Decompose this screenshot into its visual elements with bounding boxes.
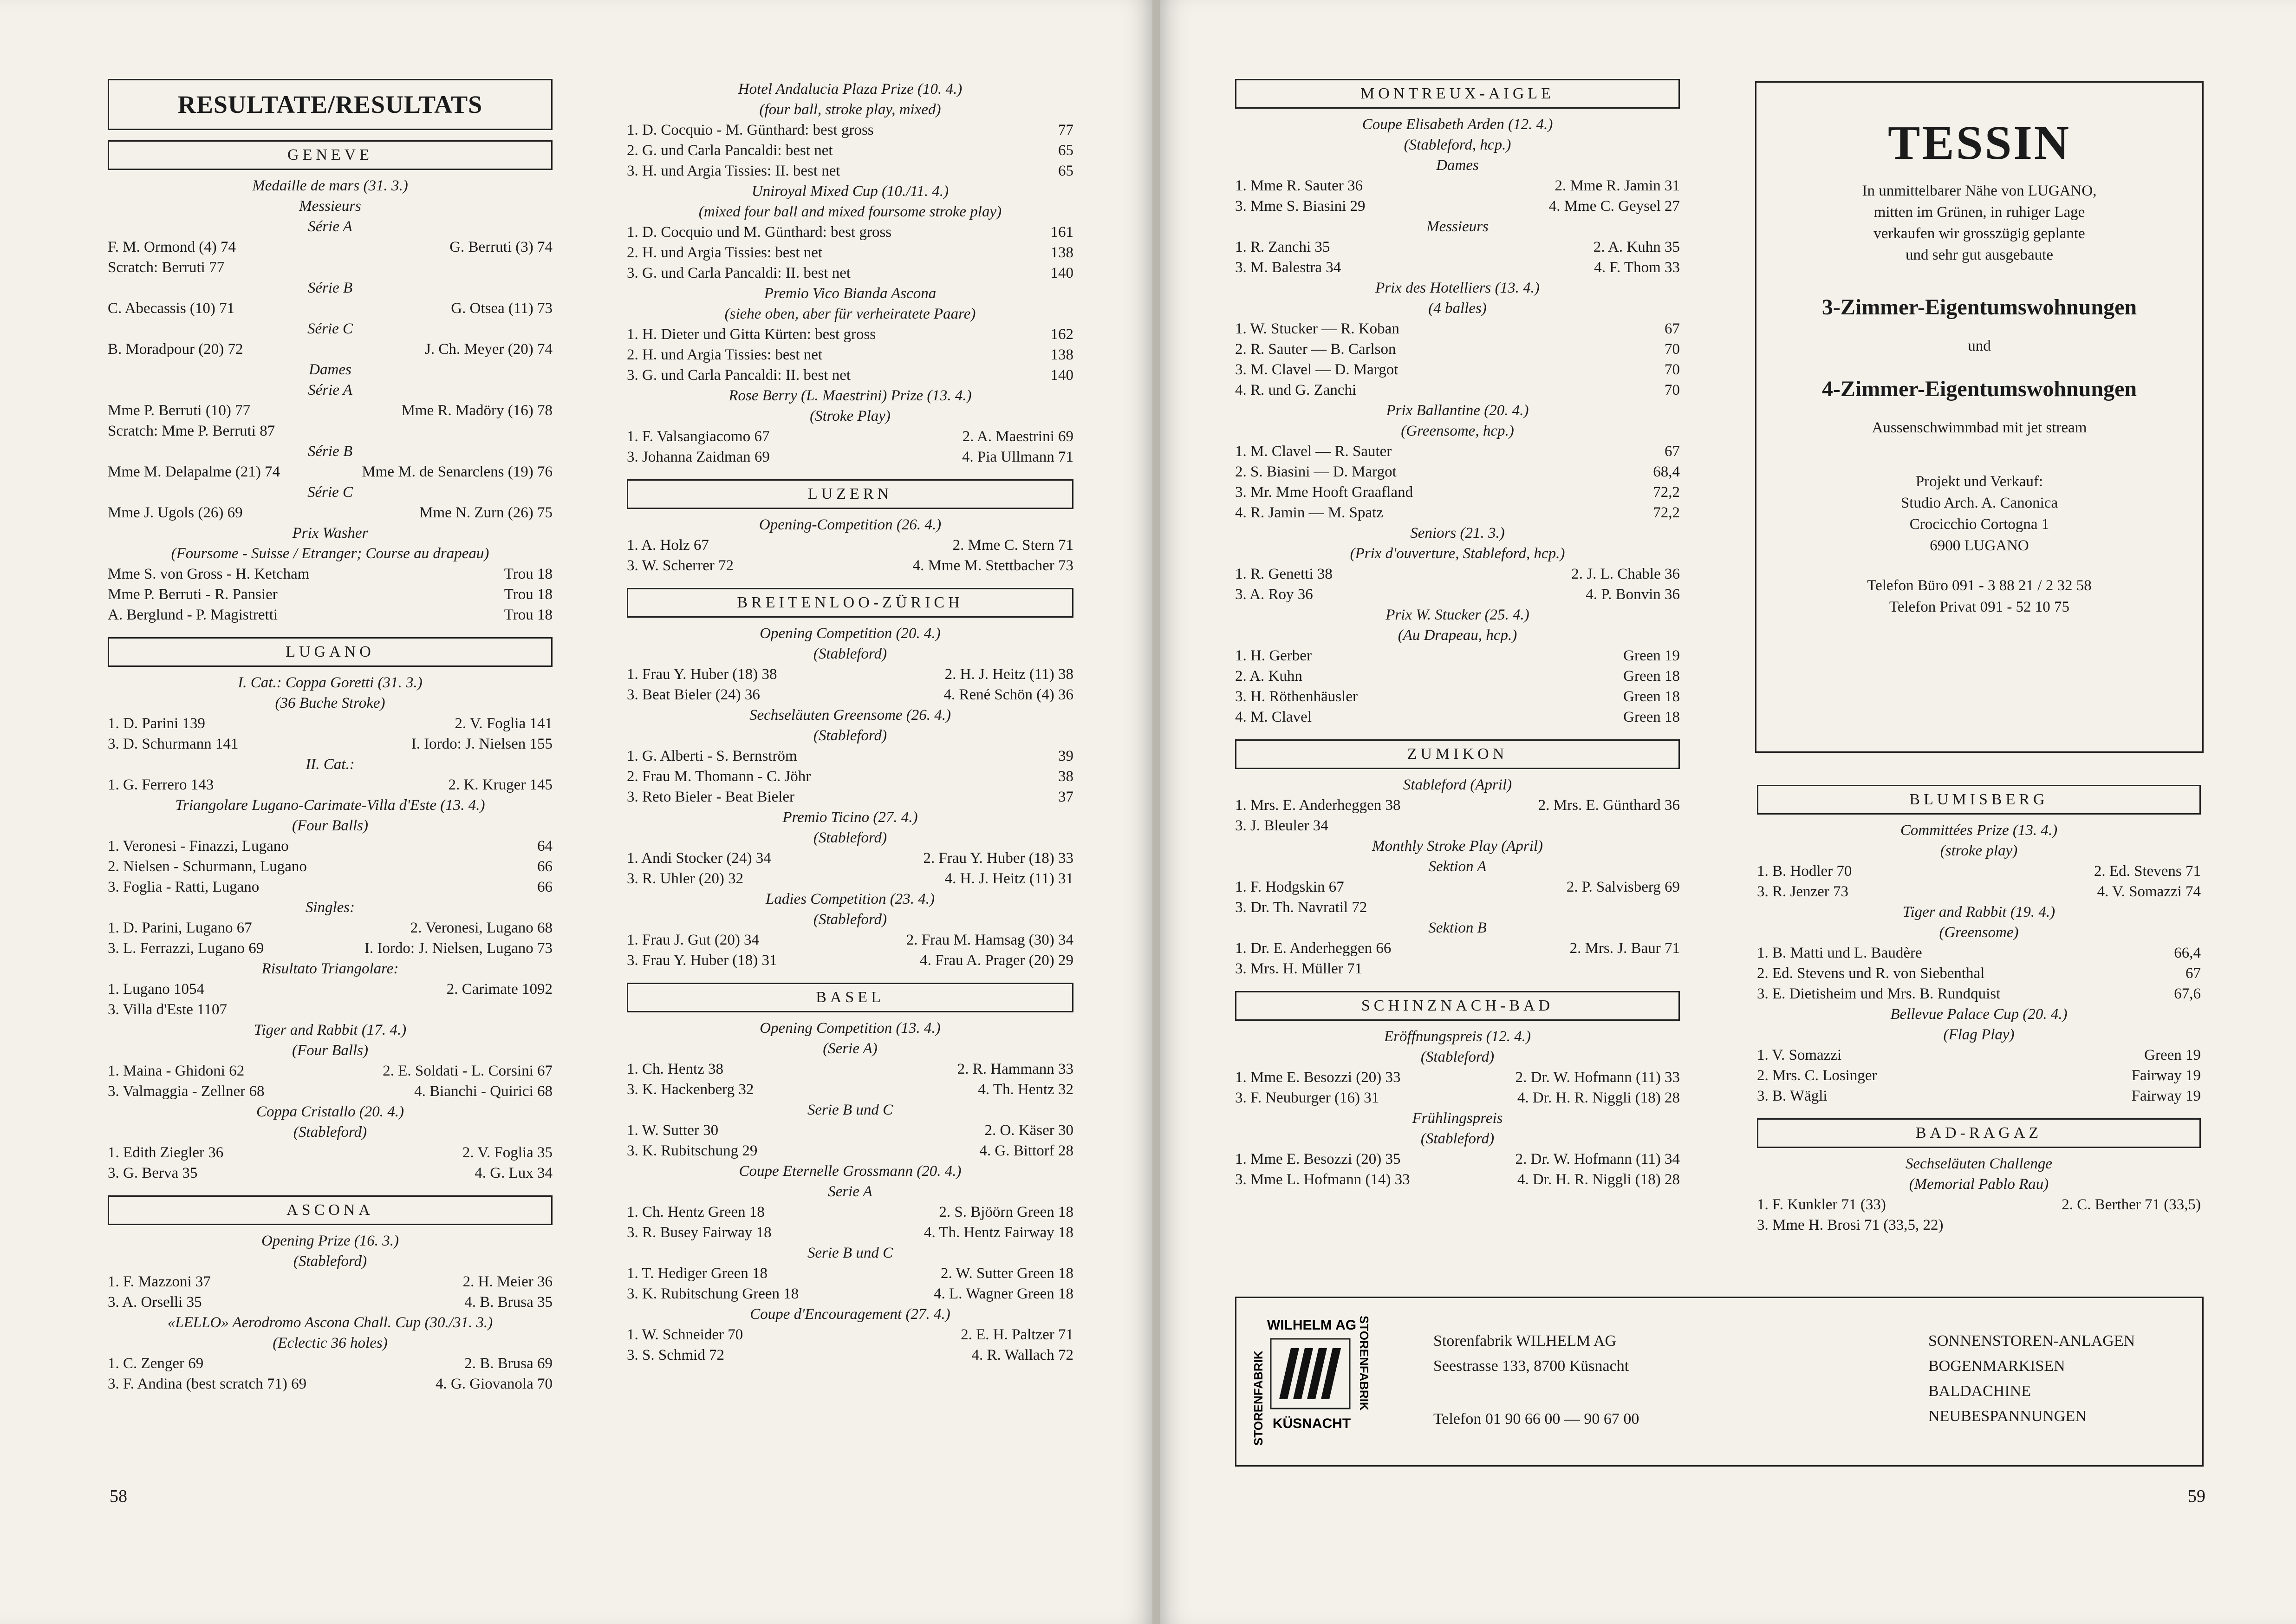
competition-title: Premio Ticino (27. 4.) [782, 809, 918, 826]
result-row: 1. D. Parini, Lugano 67 2. Veronesi, Lugano 68 [108, 920, 553, 936]
competition-subtitle: (4 balles) [1428, 300, 1487, 317]
result-row: 1. Mme E. Besozzi (20) 35 2. Dr. W. Hofmann (11) 34 [1235, 1151, 1680, 1167]
result-row: 3. K. Rubitschung 29 4. G. Bittorf 28 [627, 1142, 1073, 1159]
logo-text-left: STORENFABRIK [1251, 1350, 1265, 1446]
result-row: 1. R. Zanchi 35 2. A. Kuhn 35 [1235, 239, 1680, 255]
result-row: F. M. Ormond (4) 74 G. Berruti (3) 74 [108, 239, 553, 255]
result-row: 3. G. und Carla Pancaldi: II. best net 140 [627, 265, 1073, 281]
result-row: 2. Frau M. Thomann - C. Jöhr 38 [627, 768, 1073, 785]
section-header-blumisberg: BLUMISBERG [1757, 785, 2201, 815]
ad-text: und sehr gut ausgebaute [1906, 247, 2053, 263]
result-row: Mme P. Berruti - R. Pansier Trou 18 [108, 586, 553, 603]
result-row: 3. F. Andina (best scratch 71) 69 4. G. Giovanola 70 [108, 1376, 553, 1392]
result-row: 3. Mr. Mme Hooft Graafland 72,2 [1235, 484, 1680, 501]
result-row: 3. A. Roy 36 4. P. Bonvin 36 [1235, 586, 1680, 603]
page-number: 59 [2188, 1487, 2205, 1506]
result-row: 2. A. Kuhn Green 18 [1235, 668, 1680, 685]
section-header-ascona: ASCONA [108, 1195, 553, 1225]
result-row: 1. Andi Stocker (24) 34 2. Frau Y. Huber (18) 33 [627, 850, 1073, 867]
result-row: 1. F. Valsangiacomo 67 2. A. Maestrini 69 [627, 428, 1073, 445]
competition-title: Stableford (April) [1403, 776, 1512, 793]
result-row: 4. R. Jamin — M. Spatz 72,2 [1235, 504, 1680, 521]
result-row: 3. A. Orselli 35 4. B. Brusa 35 [108, 1294, 553, 1311]
result-row: 2. H. und Argia Tissies: best net 138 [627, 244, 1073, 261]
result-row: 3. G. und Carla Pancaldi: II. best net 140 [627, 367, 1073, 384]
result-row: A. Berglund - P. Magistretti Trou 18 [108, 607, 553, 623]
competition-title: Prix des Hotelliers (13. 4.) [1375, 280, 1540, 296]
section-header-schinznach: SCHINZNACH-BAD [1235, 991, 1680, 1021]
competition-title: Rose Berry (L. Maestrini) Prize (13. 4.) [728, 387, 972, 404]
result-row: Scratch: Mme P. Berruti 87 [108, 423, 275, 439]
ad-text: und [1968, 338, 1991, 354]
section-header-luzern: LUZERN [627, 479, 1073, 509]
competition-subtitle: (Stableford) [1420, 1049, 1495, 1065]
section-header-lugano: LUGANO [108, 637, 553, 667]
competition-subtitle: (mixed four ball and mixed foursome stroke play) [698, 203, 1002, 220]
ad-title: TESSIN [1888, 116, 2071, 170]
result-row: 3. G. Berva 35 4. G. Lux 34 [108, 1165, 553, 1181]
series-label: Sektion A [1428, 858, 1487, 875]
result-row: 3. K. Hackenberg 32 4. Th. Hentz 32 [627, 1081, 1073, 1098]
competition-subtitle: (four ball, stroke play, mixed) [759, 101, 941, 118]
ad-text: verkaufen wir grosszügig geplante [1873, 225, 2085, 242]
competition-title: Coppa Cristallo (20. 4.) [256, 1103, 404, 1120]
result-row: 1. H. Dieter und Gitta Kürten: best gross 162 [627, 326, 1073, 343]
result-row: 3. Mrs. H. Müller 71 [1235, 960, 1363, 977]
result-row: 3. R. Uhler (20) 32 4. H. J. Heitz (11) 31 [627, 870, 1073, 887]
competition-title: Opening Competition (13. 4.) [760, 1020, 941, 1037]
competition-title: Bellevue Palace Cup (20. 4.) [1890, 1006, 2068, 1023]
ad-phone: Telefon Büro 091 - 3 88 21 / 2 32 58 [1867, 577, 2092, 594]
result-row: Mme P. Berruti (10) 77 Mme R. Madöry (16) 78 [108, 402, 553, 419]
competition-title: I. Cat.: Coppa Goretti (31. 3.) [238, 674, 423, 691]
category-label: II. Cat.: [306, 756, 355, 773]
category-label: Risultato Triangolare: [261, 960, 399, 977]
result-row: 3. Mme H. Brosi 71 (33,5, 22) [1757, 1217, 1944, 1233]
competition-title: Opening Prize (16. 3.) [261, 1233, 399, 1249]
result-row: 3. Valmaggia - Zellner 68 4. Bianchi - Quirici 68 [108, 1083, 553, 1100]
competition-title: Seniors (21. 3.) [1410, 525, 1505, 541]
ad-phone: Telefon Privat 091 - 52 10 75 [1889, 599, 2070, 615]
result-row: Mme J. Ugols (26) 69 Mme N. Zurn (26) 75 [108, 504, 553, 521]
competition-title: Tiger and Rabbit (19. 4.) [1902, 904, 2055, 920]
result-row: 1. Dr. E. Anderheggen 66 2. Mrs. J. Baur 71 [1235, 940, 1680, 957]
logo-text-top: WILHELM AG [1267, 1317, 1357, 1333]
storen-products [1928, 1329, 2135, 1429]
result-row: 1. Ch. Hentz Green 18 2. S. Bjöörn Green 18 [627, 1204, 1073, 1220]
competition-subtitle: (Stableford, hcp.) [1404, 137, 1511, 153]
competition-subtitle: (Stableford) [813, 911, 887, 928]
result-row: 1. W. Stucker — R. Koban 67 [1235, 320, 1680, 337]
result-row: 3. Reto Bieler - Beat Bieler 37 [627, 789, 1073, 805]
competition-subtitle: (Four Balls) [292, 817, 369, 834]
competition-title: Coupe Eternelle Grossmann (20. 4.) [739, 1163, 962, 1180]
ad-headline: 4-Zimmer-Eigentumswohnungen [1821, 377, 2137, 401]
series-label: Série B [307, 280, 353, 296]
result-row: 3. W. Scherrer 72 4. Mme M. Stettbacher 73 [627, 557, 1073, 574]
result-row: 1. F. Mazzoni 37 2. H. Meier 36 [108, 1273, 553, 1290]
result-row: 1. B. Hodler 70 2. Ed. Stevens 71 [1757, 863, 2201, 880]
result-row: 1. Frau J. Gut (20) 34 2. Frau M. Hamsag (30) 34 [627, 932, 1073, 948]
section-header-geneve: GENEVE [108, 140, 553, 170]
series-label: Sektion B [1428, 920, 1487, 936]
logo-text-bottom: KÜSNACHT [1272, 1416, 1351, 1431]
section-header-zumikon: ZUMIKON [1235, 739, 1680, 769]
result-row: 3. Villa d'Este 1107 [108, 1001, 227, 1018]
competition-title: Ladies Competition (23. 4.) [766, 891, 935, 907]
result-row: 1. G. Ferrero 143 2. K. Kruger 145 [108, 776, 553, 793]
category-label: Singles: [305, 899, 355, 916]
result-row: 1. Lugano 1054 2. Carimate 1092 [108, 981, 553, 998]
result-row: 1. W. Sutter 30 2. O. Käser 30 [627, 1122, 1073, 1139]
result-row: 4. M. Clavel Green 18 [1235, 709, 1680, 725]
competition-subtitle: (Four Balls) [292, 1042, 369, 1059]
result-row: 1. Maina - Ghidoni 62 2. E. Soldati - L. Corsini 67 [108, 1063, 553, 1079]
competition-subtitle: (Stroke Play) [810, 408, 891, 424]
result-row: 2. G. und Carla Pancaldi: best net 65 [627, 142, 1073, 159]
ad-text: mitten im Grünen, in ruhiger Lage [1873, 204, 2085, 221]
series-label: Série A [308, 218, 352, 235]
competition-subtitle: (Memorial Pablo Rau) [1909, 1176, 2049, 1193]
series-label: Série A [308, 382, 352, 398]
company-address: Seestrasse 133, 8700 Küsnacht [1433, 1357, 1629, 1375]
left-column-2 [627, 79, 1073, 1365]
book-gutter [1152, 0, 1160, 1624]
product-item: NEUBESPANNUNGEN [1928, 1408, 2087, 1425]
competition-title: Prix W. Stucker (25. 4.) [1385, 607, 1529, 623]
result-row: 2. Ed. Stevens und R. von Siebenthal 67 [1757, 965, 2201, 982]
competition-title: Coupe d'Encouragement (27. 4.) [750, 1306, 950, 1323]
result-row: 3. R. Busey Fairway 18 4. Th. Hentz Fairway 18 [627, 1224, 1073, 1241]
result-row: 1. Edith Ziegler 36 2. V. Foglia 35 [108, 1144, 553, 1161]
section-header-basel: BASEL [627, 983, 1073, 1012]
competition-subtitle: (Greensome) [1939, 924, 2019, 941]
storenfabrik-advertisement [1235, 1297, 2204, 1467]
result-row: 3. S. Schmid 72 4. R. Wallach 72 [627, 1347, 1073, 1363]
result-row: 2. Nielsen - Schurmann, Lugano 66 [108, 858, 553, 875]
result-row: 3. R. Jenzer 73 4. V. Somazzi 74 [1757, 883, 2201, 900]
result-row: 3. Foglia - Ratti, Lugano 66 [108, 879, 553, 895]
competition-subtitle: (Stableford) [813, 829, 887, 846]
product-item: BALDACHINE [1928, 1383, 2031, 1400]
competition-title: Medaille de mars (31. 3.) [252, 177, 408, 194]
competition-title: Frühlingspreis [1412, 1110, 1503, 1127]
result-row: 3. F. Neuburger (16) 31 4. Dr. H. R. Niggli (18) 28 [1235, 1089, 1680, 1106]
result-row: 3. M. Clavel — D. Margot 70 [1235, 361, 1680, 378]
logo-graphic [1247, 1306, 1377, 1455]
competition-subtitle: (siehe oben, aber für verheiratete Paare) [724, 306, 976, 322]
right-page [1160, 0, 2296, 1624]
product-item: BOGENMARKISEN [1928, 1357, 2065, 1375]
result-row: 2. S. Biasini — D. Margot 68,4 [1235, 463, 1680, 480]
result-row: 1. G. Alberti - S. Bernström 39 [627, 748, 1073, 764]
competition-subtitle: (Eclectic 36 holes) [273, 1335, 388, 1351]
page-title: RESULTATE/RESULTATS [108, 79, 553, 130]
competition-title: Prix Ballantine (20. 4.) [1386, 402, 1529, 419]
competition-title: Sechseläuten Greensome (26. 4.) [749, 707, 951, 724]
result-row: 3. E. Dietisheim und Mrs. B. Rundquist 67,6 [1757, 985, 2201, 1002]
result-row: 1. R. Genetti 38 2. J. L. Chable 36 [1235, 566, 1680, 582]
result-row: 1. Frau Y. Huber (18) 38 2. H. J. Heitz (11) 38 [627, 666, 1073, 683]
result-row: 2. Mrs. C. Losinger Fairway 19 [1757, 1067, 2201, 1084]
ad-text: Studio Arch. A. Canonica [1900, 495, 2058, 511]
competition-subtitle: (Serie A) [823, 1040, 878, 1057]
series-label: Série C [307, 484, 353, 501]
result-row: 3. B. Wägli Fairway 19 [1757, 1088, 2201, 1104]
result-row: 1. T. Hediger Green 18 2. W. Sutter Green 18 [627, 1265, 1073, 1282]
result-row: 1. D. Cocquio - M. Günthard: best gross 77 [627, 122, 1073, 138]
competition-title: Committées Prize (13. 4.) [1900, 822, 2058, 839]
ad-text: In unmittelbarer Nähe von LUGANO, [1862, 183, 2097, 199]
result-row: 1. Mme E. Besozzi (20) 33 2. Dr. W. Hofmann (11) 33 [1235, 1069, 1680, 1086]
competition-title: Monthly Stroke Play (April) [1372, 838, 1543, 854]
category-label: Dames [309, 361, 351, 378]
result-row: 3. K. Rubitschung Green 18 4. L. Wagner Green 18 [627, 1285, 1073, 1302]
result-row: 3. D. Schurmann 141 I. Iordo: J. Nielsen 155 [108, 736, 553, 752]
result-row: 2. H. und Argia Tissies: best net 138 [627, 346, 1073, 363]
result-row: Mme M. Delapalme (21) 74 Mme M. de Senarclens (19) 76 [108, 463, 553, 480]
storenfabrik-logo [1247, 1306, 1377, 1455]
competition-subtitle: (36 Buche Stroke) [275, 695, 385, 711]
series-label: Série B [307, 443, 353, 460]
competition-subtitle: (Stableford) [293, 1124, 367, 1141]
result-row: 3. H. Röthenhäusler Green 18 [1235, 688, 1680, 705]
competition-subtitle: (stroke play) [1940, 842, 2018, 859]
competition-title: Uniroyal Mixed Cup (10./11. 4.) [751, 183, 949, 200]
result-row: 3. H. und Argia Tissies: II. best net 65 [627, 163, 1073, 179]
result-row: 1. A. Holz 67 2. Mme C. Stern 71 [627, 537, 1073, 554]
storen-contact [1433, 1329, 1639, 1432]
right-column-2 [1757, 785, 2201, 1235]
series-label: Serie B und C [807, 1245, 893, 1261]
ad-text: Aussenschwimmbad mit jet stream [1872, 419, 2087, 436]
category-label: Messieurs [1426, 218, 1489, 235]
series-label: Serie B und C [807, 1102, 893, 1118]
ad-text: Projekt und Verkauf: [1915, 473, 2043, 490]
result-row: 1. C. Zenger 69 2. B. Brusa 69 [108, 1355, 553, 1372]
competition-subtitle: (Stableford) [813, 727, 887, 744]
result-row: 1. B. Matti und L. Baudère 66,4 [1757, 945, 2201, 961]
competition-subtitle: (Stableford) [293, 1253, 367, 1270]
result-row: 1. M. Clavel — R. Sauter 67 [1235, 443, 1680, 460]
result-row: 3. Mme S. Biasini 29 4. Mme C. Geysel 27 [1235, 198, 1680, 215]
result-row: 1. V. Somazzi Green 19 [1757, 1047, 2201, 1063]
result-row: C. Abecassis (10) 71 G. Otsea (11) 73 [108, 300, 553, 317]
series-label: Serie A [828, 1183, 872, 1200]
competition-subtitle: (Foursome - Suisse / Etranger; Course au drapeau) [171, 545, 489, 562]
section-header-montreux: MONTREUX-AIGLE [1235, 79, 1680, 109]
competition-subtitle: (Prix d'ouverture, Stableford, hcp.) [1350, 545, 1565, 562]
result-row: 1. F. Hodgskin 67 2. P. Salvisberg 69 [1235, 879, 1680, 895]
result-row: 1. W. Schneider 70 2. E. H. Paltzer 71 [627, 1326, 1073, 1343]
result-row: 1. D. Parini 139 2. V. Foglia 141 [108, 715, 553, 732]
logo-text-right: STORENFABRIK [1357, 1316, 1371, 1411]
result-row: 1. Mme R. Sauter 36 2. Mme R. Jamin 31 [1235, 177, 1680, 194]
result-row: 1. D. Cocquio und M. Günthard: best gross 161 [627, 224, 1073, 241]
ad-text: 6900 LUGANO [1930, 537, 2029, 554]
page-number: 58 [110, 1487, 127, 1506]
competition-title: Prix Washer [292, 525, 368, 541]
category-label: Dames [1436, 157, 1479, 174]
result-row: 1. Veronesi - Finazzi, Lugano 64 [108, 838, 553, 854]
competition-subtitle: (Stableford) [1420, 1130, 1495, 1147]
left-column-1 [108, 79, 553, 1394]
result-row: 1. Mrs. E. Anderheggen 38 2. Mrs. E. Günthard 36 [1235, 797, 1680, 814]
result-row: 1. Ch. Hentz 38 2. R. Hammann 33 [627, 1061, 1073, 1077]
competition-subtitle: (Au Drapeau, hcp.) [1398, 627, 1517, 644]
tessin-advertisement [1755, 81, 2204, 753]
company-name: Storenfabrik WILHELM AG [1433, 1332, 1617, 1350]
right-column-1 [1235, 79, 1680, 1190]
result-row: Scratch: Berruti 77 [108, 259, 225, 276]
section-header-breitenloo: BREITENLOO-ZÜRICH [627, 588, 1073, 618]
competition-title: «LELLO» Aerodromo Ascona Chall. Cup (30./31. 3.) [167, 1314, 493, 1331]
company-phone: Telefon 01 90 66 00 — 90 67 00 [1433, 1410, 1639, 1428]
competition-title: Premio Vico Bianda Ascona [764, 285, 937, 302]
result-row: 1. H. Gerber Green 19 [1235, 647, 1680, 664]
competition-subtitle: (Flag Play) [1943, 1026, 2015, 1043]
section-header-bad-ragaz: BAD-RAGAZ [1757, 1118, 2201, 1148]
result-row: 3. J. Bleuler 34 [1235, 817, 1328, 834]
product-item: SONNENSTOREN-ANLAGEN [1928, 1332, 2135, 1350]
result-row: 2. R. Sauter — B. Carlson 70 [1235, 341, 1680, 358]
competition-title: Opening Competition (20. 4.) [760, 625, 941, 642]
result-row: Mme S. von Gross - H. Ketcham Trou 18 [108, 566, 553, 582]
result-row: 1. F. Kunkler 71 (33) 2. C. Berther 71 (33,5) [1757, 1196, 2201, 1213]
competition-title: Tiger and Rabbit (17. 4.) [254, 1022, 407, 1038]
result-row: 3. M. Balestra 34 4. F. Thom 33 [1235, 259, 1680, 276]
result-row: 4. R. und G. Zanchi 70 [1235, 382, 1680, 398]
competition-title: Triangolare Lugano-Carimate-Villa d'Este (13. 4.) [175, 797, 485, 814]
result-row: 3. Johanna Zaidman 69 4. Pia Ullmann 71 [627, 449, 1073, 465]
ad-text: Crocicchio Cortogna 1 [1909, 516, 2049, 533]
competition-title: Coupe Elisabeth Arden (12. 4.) [1362, 116, 1553, 133]
result-row: B. Moradpour (20) 72 J. Ch. Meyer (20) 74 [108, 341, 553, 358]
competition-subtitle: (Stableford) [813, 646, 887, 662]
series-label: Série C [307, 320, 353, 337]
competition-title: Eröffnungspreis (12. 4.) [1384, 1028, 1531, 1045]
ad-headline: 3-Zimmer-Eigentumswohnungen [1821, 295, 2137, 320]
result-row: 3. L. Ferrazzi, Lugano 69 I. Iordo: J. Nielsen, Lugano 73 [108, 940, 553, 957]
competition-title: Sechseläuten Challenge [1905, 1155, 2053, 1172]
result-row: 3. Beat Bieler (24) 36 4. René Schön (4) 36 [627, 686, 1073, 703]
result-row: 3. Dr. Th. Navratil 72 [1235, 899, 1367, 916]
result-row: 3. Mme L. Hofmann (14) 33 4. Dr. H. R. Niggli (18) 28 [1235, 1171, 1680, 1188]
result-row: 3. Frau Y. Huber (18) 31 4. Frau A. Prager (20) 29 [627, 952, 1073, 969]
competition-title: Hotel Andalucia Plaza Prize (10. 4.) [738, 81, 963, 98]
competition-subtitle: (Greensome, hcp.) [1401, 423, 1514, 439]
category-label: Messieurs [299, 198, 361, 215]
competition-title: Opening-Competition (26. 4.) [759, 516, 942, 533]
